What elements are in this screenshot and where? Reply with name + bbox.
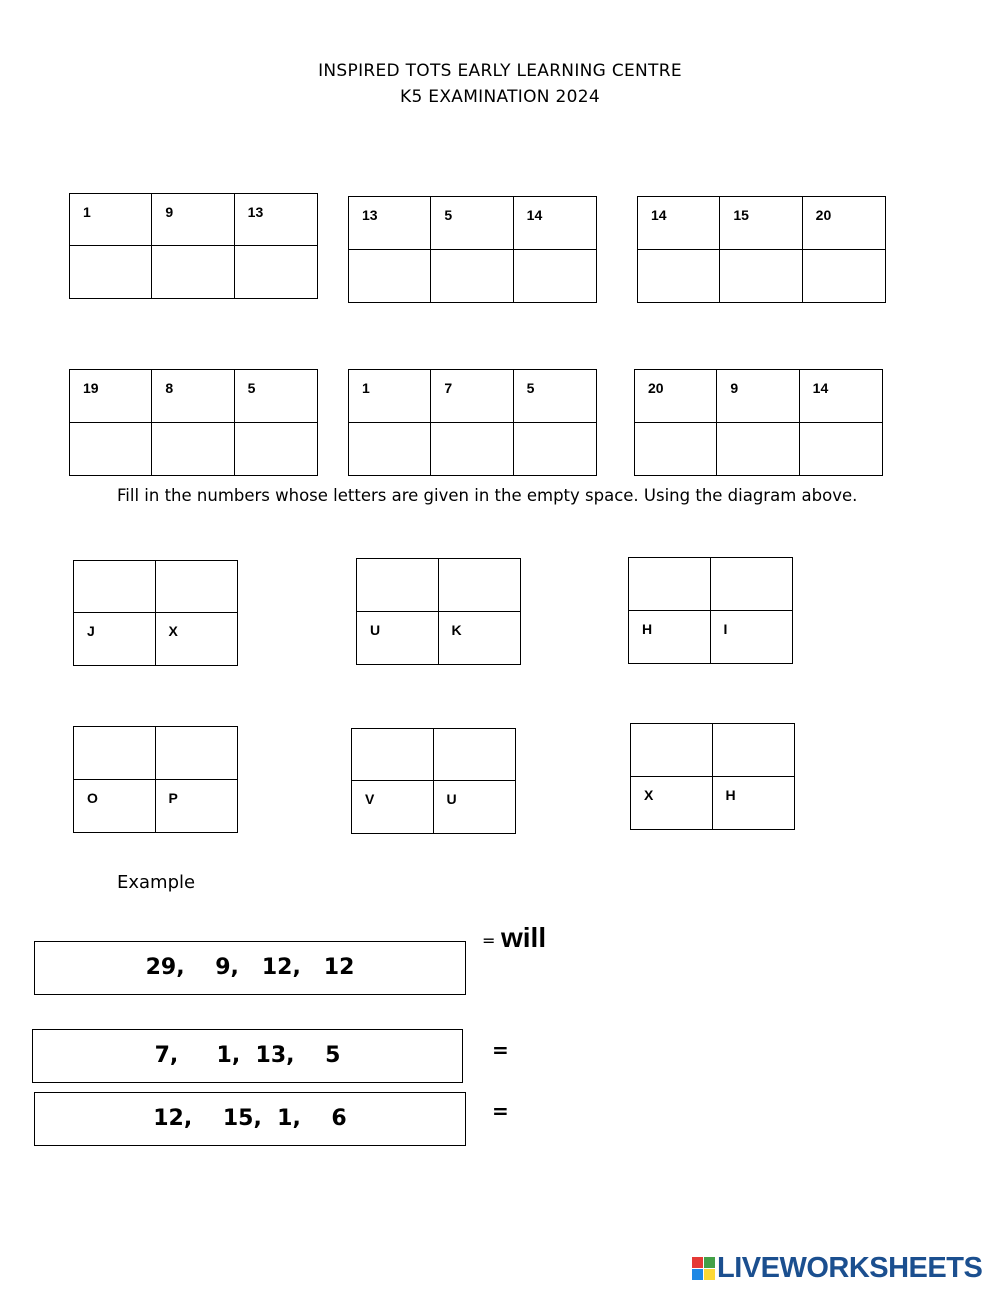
number-cell: 5: [235, 370, 317, 423]
number-grid-2: [348, 196, 597, 303]
answer-cell[interactable]: [635, 423, 717, 476]
letter-grid-6: [630, 723, 795, 830]
answer-cell[interactable]: [152, 423, 234, 476]
answer-cell[interactable]: [70, 423, 152, 476]
number-cell: 7: [431, 370, 513, 423]
code-box-1: 7, 1, 13, 5: [32, 1029, 463, 1083]
answer-cell[interactable]: [431, 423, 513, 476]
answer-cell[interactable]: [434, 729, 516, 781]
number-cell: 20: [635, 370, 717, 423]
number-grid-6: [634, 369, 883, 476]
number-cell: 1: [349, 370, 431, 423]
exam-title: K5 EXAMINATION 2024: [400, 87, 600, 107]
letter-grid-2: [356, 558, 521, 665]
number-grid-4: [69, 369, 318, 476]
instruction-text: Fill in the numbers whose letters are given in the empty space. Using the diagram above.: [117, 486, 858, 505]
letter-cell: X: [631, 777, 713, 830]
number-grid-1: [69, 193, 318, 299]
answer-cell[interactable]: [74, 561, 156, 613]
answer-cell[interactable]: [152, 246, 234, 298]
answer-cell[interactable]: [352, 729, 434, 781]
equals-sign: =: [482, 931, 496, 950]
number-cell: 14: [800, 370, 882, 423]
answer-cell[interactable]: [713, 724, 795, 777]
number-cell: 1: [70, 194, 152, 246]
answer-cell[interactable]: [800, 423, 882, 476]
letter-grid-1: [73, 560, 238, 666]
answer-cell[interactable]: [349, 423, 431, 476]
letter-cell: U: [446, 791, 457, 807]
letter-cell: P: [168, 789, 178, 806]
letter-cell: O: [74, 780, 156, 833]
example-answer: will: [501, 922, 547, 953]
answer-cell[interactable]: [431, 250, 513, 303]
liveworksheets-logo: [692, 1252, 982, 1285]
answer-cell[interactable]: [631, 724, 713, 777]
number-grid-3: [637, 196, 886, 303]
number-cell: 14: [514, 197, 596, 250]
letter-cell: K: [451, 621, 462, 638]
code-box-example: 29, 9, 12, 12: [34, 941, 466, 995]
answer-cell[interactable]: [235, 246, 317, 298]
letter-grid-3: [628, 557, 793, 664]
letter-cell: U: [357, 612, 439, 665]
answer-cell[interactable]: [74, 727, 156, 780]
letter-cell: H: [629, 611, 711, 664]
letter-cell: I: [723, 620, 728, 637]
code-box-2: 12, 15, 1, 6: [34, 1092, 466, 1146]
example-label: Example: [117, 872, 196, 893]
logo-square: [704, 1269, 715, 1280]
number-cell: 8: [152, 370, 234, 423]
answer-cell[interactable]: [156, 727, 238, 780]
number-grid-5: [348, 369, 597, 476]
number-cell: 9: [717, 370, 799, 423]
logo-square: [692, 1269, 703, 1280]
equals-sign: =: [492, 1038, 509, 1062]
answer-cell[interactable]: [720, 250, 802, 303]
number-cell: 13: [349, 197, 431, 250]
number-cell: 13: [235, 194, 317, 246]
logo-square: [692, 1257, 703, 1268]
answer-cell[interactable]: [70, 246, 152, 298]
number-cell: 5: [431, 197, 513, 250]
letter-cell: X: [168, 623, 178, 639]
answer-cell[interactable]: [235, 423, 317, 476]
number-cell: 9: [152, 194, 234, 246]
letter-grid-4: [73, 726, 238, 833]
number-cell: 20: [803, 197, 885, 250]
answer-cell[interactable]: [711, 558, 793, 611]
answer-cell[interactable]: [803, 250, 885, 303]
letter-cell: H: [725, 786, 736, 803]
letter-cell: J: [74, 613, 156, 665]
logo-text: LIVEWORKSHEETS: [717, 1252, 983, 1284]
answer-cell[interactable]: [357, 559, 439, 612]
school-name: INSPIRED TOTS EARLY LEARNING CENTRE: [318, 61, 682, 81]
answer-cell[interactable]: [514, 423, 596, 476]
logo-mark-icon: [692, 1257, 715, 1280]
number-cell: 19: [70, 370, 152, 423]
answer-cell[interactable]: [156, 561, 238, 613]
letter-cell: V: [352, 781, 434, 833]
answer-cell[interactable]: [629, 558, 711, 611]
answer-cell[interactable]: [514, 250, 596, 303]
number-cell: 14: [638, 197, 720, 250]
answer-cell[interactable]: [638, 250, 720, 303]
logo-square: [704, 1257, 715, 1268]
letter-grid-5: [351, 728, 516, 834]
answer-cell[interactable]: [349, 250, 431, 303]
number-cell: 15: [720, 197, 802, 250]
answer-cell[interactable]: [439, 559, 521, 612]
equals-sign: =: [492, 1099, 509, 1123]
number-cell: 5: [514, 370, 596, 423]
answer-cell[interactable]: [717, 423, 799, 476]
